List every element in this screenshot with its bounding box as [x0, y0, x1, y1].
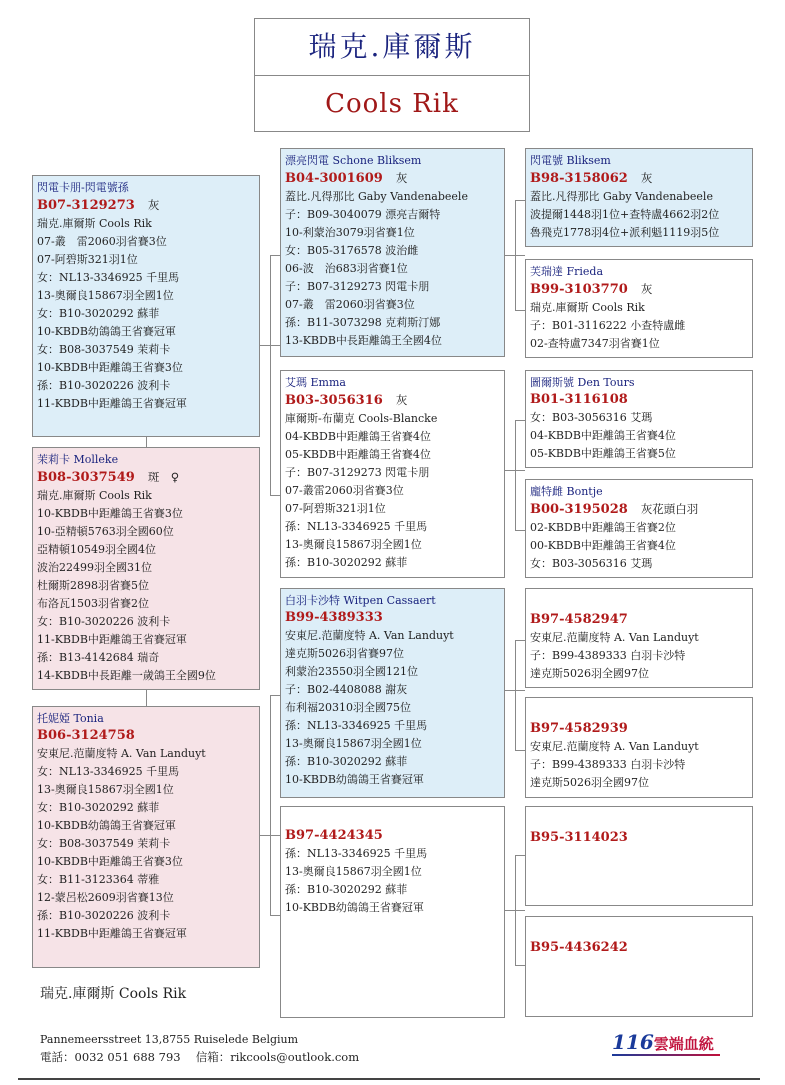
- pedigree-line: 瑞克.庫爾斯 Cools Rik: [530, 301, 645, 314]
- ring-text: B06-3124758: [37, 728, 135, 743]
- pedigree-line: 子：B01-3116222 小查特盧雌: [530, 319, 686, 332]
- sire-card[interactable]: [32, 175, 260, 437]
- dds-card[interactable]: [525, 806, 753, 906]
- connector-line: [270, 695, 271, 915]
- pedigree-line: 10-KBDB中距離鴿王省賽3位: [37, 507, 183, 520]
- connector-line: [270, 255, 280, 256]
- connector-line: [515, 855, 516, 965]
- sire-dam-card[interactable]: [280, 370, 505, 578]
- footer-contact: 電話：0032 051 688 793 信箱：rikcools@outlook.com: [40, 1050, 360, 1064]
- pedigree-line: 孫：B10-3020292 蘇菲: [285, 556, 408, 569]
- bird-name: 閃電卡朋-閃電號孫: [37, 181, 129, 194]
- title-chinese: 瑞克.庫爾斯: [255, 19, 529, 76]
- pedigree-line: 06-波 治683羽省賽1位: [285, 262, 408, 275]
- bird-name: 芙瑞達 Frieda: [530, 265, 604, 278]
- ring-number: [285, 391, 504, 410]
- pedigree-line: 14-KBDB中長距離一歲鴿王全國9位: [37, 669, 216, 682]
- ring-number: [530, 500, 752, 519]
- ring-number: [285, 827, 504, 845]
- connector-line: [270, 695, 280, 696]
- pedigree-line: 07-叢 雷2060羽省賽3位: [285, 298, 415, 311]
- dsd-card[interactable]: [525, 697, 753, 798]
- pedigree-line: 10-KBDB幼鴿鴿王省賽冠軍: [37, 819, 176, 832]
- ring-number: [37, 727, 259, 745]
- bird-name: 圖爾斯號 Den Tours: [530, 376, 635, 389]
- ring-number: [530, 939, 752, 957]
- ring-number: [285, 169, 504, 188]
- ring-number: [530, 391, 752, 409]
- ring-text: B97-4582939: [530, 721, 628, 736]
- pedigree-line: 10-KBDB幼鴿鴿王省賽冠軍: [37, 325, 176, 338]
- pedigree-line: 達克斯5026羽全國97位: [530, 776, 649, 789]
- pedigree-line: 07-叢雷2060羽省賽3位: [285, 484, 404, 497]
- pedigree-line: 瑞克.庫爾斯 Cools Rik: [37, 489, 152, 502]
- pedigree-line: 孫：B10-3020292 蘇菲: [285, 883, 408, 896]
- pedigree-lines: [37, 745, 259, 943]
- pedigree-line: 10-亞精頓5763羽全國60位: [37, 525, 174, 538]
- connector-line: [270, 915, 280, 916]
- footer-rule: [18, 1078, 760, 1080]
- pedigree-line: 魯飛克1778羽4位+派利魁1119羽5位: [530, 226, 720, 239]
- pedigree-line: 07-叢 雷2060羽省賽3位: [37, 235, 167, 248]
- pedigree-lines: [530, 629, 752, 683]
- pedigree-line: 亞精頓10549羽全國4位: [37, 543, 156, 556]
- connector-line: [515, 965, 525, 966]
- pedigree-line: 女：B03-3056316 艾瑪: [530, 557, 653, 570]
- pedigree-line: 安東尼.范蘭度特 A. Van Landuyt: [37, 747, 206, 760]
- pedigree-line: 11-KBDB中距離鴿王省賽冠軍: [37, 633, 187, 646]
- connector-line: [515, 420, 525, 421]
- title-english: Cools Rik: [325, 89, 459, 119]
- pedigree-line: 波治22499羽全國31位: [37, 561, 152, 574]
- logo-underline: [612, 1054, 720, 1056]
- pedigree-line: 13-KBDB中長距離鴿王全國4位: [285, 334, 442, 347]
- ring-number: [530, 169, 752, 188]
- pedigree-line: 布利福20310羽全國75位: [285, 701, 411, 714]
- sire-sire-card[interactable]: [280, 148, 505, 357]
- ring-number: [37, 468, 259, 487]
- ring-text: B99-3103770: [530, 282, 628, 297]
- pedigree-lines: [37, 215, 259, 413]
- pedigree-line: 孫：B10-3020226 波利卡: [37, 909, 171, 922]
- pedigree-line: 杜爾斯2898羽省賽5位: [37, 579, 149, 592]
- sdd-card[interactable]: [525, 479, 753, 578]
- connector-line: [515, 310, 525, 311]
- pedigree-lines: [285, 188, 504, 350]
- connector-line: [515, 420, 516, 530]
- pedigree-line: 00-KBDB中距離鴿王省賽4位: [530, 539, 676, 552]
- pedigree-line: 04-KBDB中距離鴿王省賽4位: [285, 430, 431, 443]
- ring-number: [530, 280, 752, 299]
- pedigree-line: 女：NL13-3346925 千里馬: [37, 271, 180, 284]
- pedigree-line: 02-KBDB中距離鴿王省賽2位: [530, 521, 676, 534]
- ring-number: [530, 829, 752, 847]
- bird-color: 灰: [147, 198, 160, 212]
- connector-line: [270, 495, 280, 496]
- dam-dam-sire-card[interactable]: [280, 806, 505, 1018]
- pedigree-line: 13-奧爾良15867羽全國1位: [37, 289, 174, 302]
- pedigree-line: 13-奧爾良15867羽全國1位: [285, 538, 422, 551]
- pedigree-line: 13-奧爾良15867羽全國1位: [285, 737, 422, 750]
- ring-text: B98-3158062: [530, 171, 628, 186]
- dam-sire-card[interactable]: [280, 588, 505, 798]
- pedigree-line: 孫：B11-3073298 克莉斯汀娜: [285, 316, 441, 329]
- pedigree-line: 07-阿碧斯321羽1位: [37, 253, 138, 266]
- bird-color: 灰: [640, 171, 653, 185]
- pedigree-line: 孫：NL13-3346925 千里馬: [285, 847, 428, 860]
- pedigree-line: 02-查特盧7347羽省賽1位: [530, 337, 660, 350]
- ring-number: [285, 609, 504, 627]
- pedigree-line: 布洛瓦1503羽省賽2位: [37, 597, 149, 610]
- pedigree-line: 安東尼.范蘭度特 A. Van Landuyt: [285, 629, 454, 642]
- ssd-card[interactable]: [525, 259, 753, 358]
- pedigree-lines: [285, 410, 504, 572]
- title-box: [254, 18, 530, 132]
- bird-name: 閃電號 Bliksem: [530, 154, 611, 167]
- pedigree-line: 女：NL13-3346925 千里馬: [37, 765, 180, 778]
- bird-name: 白羽卡沙特 Witpen Cassaert: [285, 594, 436, 607]
- logo-number: 116: [612, 1030, 654, 1054]
- connector-line: [515, 855, 525, 856]
- ddd-card[interactable]: [525, 916, 753, 1017]
- pedigree-lines: [530, 738, 752, 792]
- pedigree-lines: [37, 487, 259, 685]
- pedigree-line: 達克斯5026羽省賽97位: [285, 647, 404, 660]
- connector-line: [270, 255, 271, 495]
- bird-color: 灰花頭白羽: [640, 502, 699, 516]
- ring-number: [530, 611, 752, 629]
- pedigree-line: 04-KBDB中距離鴿王省賽4位: [530, 429, 676, 442]
- pedigree-lines: [285, 845, 504, 917]
- connector-line: [146, 437, 147, 447]
- ring-text: B08-3037549: [37, 470, 135, 485]
- ring-text: B95-3114023: [530, 830, 628, 845]
- pedigree-line: 孫：B10-3020292 蘇菲: [285, 755, 408, 768]
- bird-name: 茉莉卡 Molleke: [37, 453, 119, 466]
- brand-logo[interactable]: [612, 1030, 722, 1056]
- pedigree-line: 10-KBDB幼鴿鴿王省賽冠軍: [285, 901, 424, 914]
- dam-dam-card[interactable]: [32, 706, 260, 968]
- bird-color: 灰: [395, 171, 408, 185]
- pedigree-lines: [530, 409, 752, 463]
- ring-text: B99-4389333: [285, 610, 383, 625]
- ring-number: [37, 196, 259, 215]
- pedigree-line: 孫：B13-4142684 瑞奇: [37, 651, 160, 664]
- pedigree-line: 13-奧爾良15867羽全國1位: [285, 865, 422, 878]
- bird-color: 灰: [395, 393, 408, 407]
- pedigree-line: 13-奧爾良15867羽全國1位: [37, 783, 174, 796]
- pedigree-line: 孫：NL13-3346925 千里馬: [285, 520, 428, 533]
- pedigree-line: 波提爾1448羽1位+查特盧4662羽2位: [530, 208, 720, 221]
- bird-name: 漂亮閃電 Schone Bliksem: [285, 154, 422, 167]
- pedigree-lines: [285, 627, 504, 789]
- pedigree-line: 孫：NL13-3346925 千里馬: [285, 719, 428, 732]
- ring-text: B97-4582947: [530, 612, 628, 627]
- bird-color: 斑 ♀: [147, 470, 180, 484]
- pedigree-line: 女：B11-3123364 蒂雅: [37, 873, 160, 886]
- pedigree-lines: [530, 519, 752, 573]
- pedigree-line: 05-KBDB中距離鴿王省賽4位: [285, 448, 431, 461]
- connector-line: [515, 530, 525, 531]
- bird-color: 灰: [640, 282, 653, 296]
- pedigree-line: 10-KBDB中距離鴿王省賽3位: [37, 361, 183, 374]
- dss-card[interactable]: [525, 588, 753, 688]
- logo-text: 雲端血統: [653, 1035, 714, 1053]
- connector-line: [515, 640, 516, 750]
- connector-line: [515, 200, 525, 201]
- pedigree-line: 庫爾斯-布蘭克 Cools-Blancke: [285, 412, 438, 425]
- ring-text: B00-3195028: [530, 502, 628, 517]
- ring-text: B07-3129273: [37, 198, 135, 213]
- dam-card[interactable]: [32, 447, 260, 690]
- pedigree-line: 05-KBDB中距離鴿王省賽5位: [530, 447, 676, 460]
- pedigree-line: 女：B03-3056316 艾瑪: [530, 411, 653, 424]
- bird-name: 龐特雌 Bontje: [530, 485, 603, 498]
- bird-name: 托妮婭 Tonia: [37, 712, 104, 725]
- owner-name: 瑞克.庫爾斯 Cools Rik: [40, 986, 187, 1002]
- pedigree-line: 女：B08-3037549 茉莉卡: [37, 837, 171, 850]
- connector-line: [515, 640, 525, 641]
- connector-line: [515, 200, 516, 310]
- pedigree-line: 安東尼.范蘭度特 A. Van Landuyt: [530, 740, 699, 753]
- pedigree-line: 10-KBDB中距離鴿王省賽3位: [37, 855, 183, 868]
- pedigree-line: 11-KBDB中距離鴿王省賽冠軍: [37, 927, 187, 940]
- pedigree-line: 子：B99-4389333 白羽卡沙特: [530, 649, 686, 662]
- pedigree-line: 蓋比.凡得那比 Gaby Vandenabeele: [530, 190, 713, 203]
- ring-text: B04-3001609: [285, 171, 383, 186]
- pedigree-line: 利蒙治23550羽全國121位: [285, 665, 418, 678]
- connector-line: [515, 750, 525, 751]
- sss-card[interactable]: [525, 148, 753, 247]
- bird-name: 艾瑪 Emma: [285, 376, 346, 389]
- pedigree-line: 子：B09-3040079 漂亮吉爾特: [285, 208, 441, 221]
- pedigree-line: 蓋比.凡得那比 Gaby Vandenabeele: [285, 190, 468, 203]
- pedigree-line: 女：B05-3176578 波治雌: [285, 244, 419, 257]
- sds-card[interactable]: [525, 370, 753, 468]
- pedigree-line: 11-KBDB中距離鴿王省賽冠軍: [37, 397, 187, 410]
- pedigree-line: 女：B10-3020292 蘇菲: [37, 801, 160, 814]
- ring-text: B95-4436242: [530, 940, 628, 955]
- pedigree-line: 安東尼.范蘭度特 A. Van Landuyt: [530, 631, 699, 644]
- ring-text: B01-3116108: [530, 392, 628, 407]
- pedigree-line: 達克斯5026羽全國97位: [530, 667, 649, 680]
- ring-text: B97-4424345: [285, 828, 383, 843]
- pedigree-line: 子：B02-4408088 謝灰: [285, 683, 408, 696]
- pedigree-line: 12-蒙呂松2609羽省賽13位: [37, 891, 174, 904]
- footer-address: Pannemeersstreet 13,8755 Ruiselede Belgium: [40, 1033, 299, 1046]
- pedigree-line: 瑞克.庫爾斯 Cools Rik: [37, 217, 152, 230]
- connector-line: [146, 690, 147, 706]
- pedigree-line: 孫：B10-3020226 波利卡: [37, 379, 171, 392]
- pedigree-line: 10-利蒙治3079羽省賽1位: [285, 226, 415, 239]
- pedigree-line: 子：B99-4389333 白羽卡沙特: [530, 758, 686, 771]
- pedigree-line: 女：B10-3020292 蘇菲: [37, 307, 160, 320]
- pedigree-lines: [530, 188, 752, 242]
- pedigree-line: 子：B07-3129273 閃電卡朋: [285, 466, 430, 479]
- pedigree-line: 子：B07-3129273 閃電卡朋: [285, 280, 430, 293]
- ring-text: B03-3056316: [285, 393, 383, 408]
- pedigree-line: 女：B10-3020226 波利卡: [37, 615, 171, 628]
- pedigree-lines: [530, 299, 752, 353]
- pedigree-line: 07-阿碧斯321羽1位: [285, 502, 386, 515]
- pedigree-line: 10-KBDB幼鴿鴿王省賽冠軍: [285, 773, 424, 786]
- pedigree-line: 女：B08-3037549 茉莉卡: [37, 343, 171, 356]
- ring-number: [530, 720, 752, 738]
